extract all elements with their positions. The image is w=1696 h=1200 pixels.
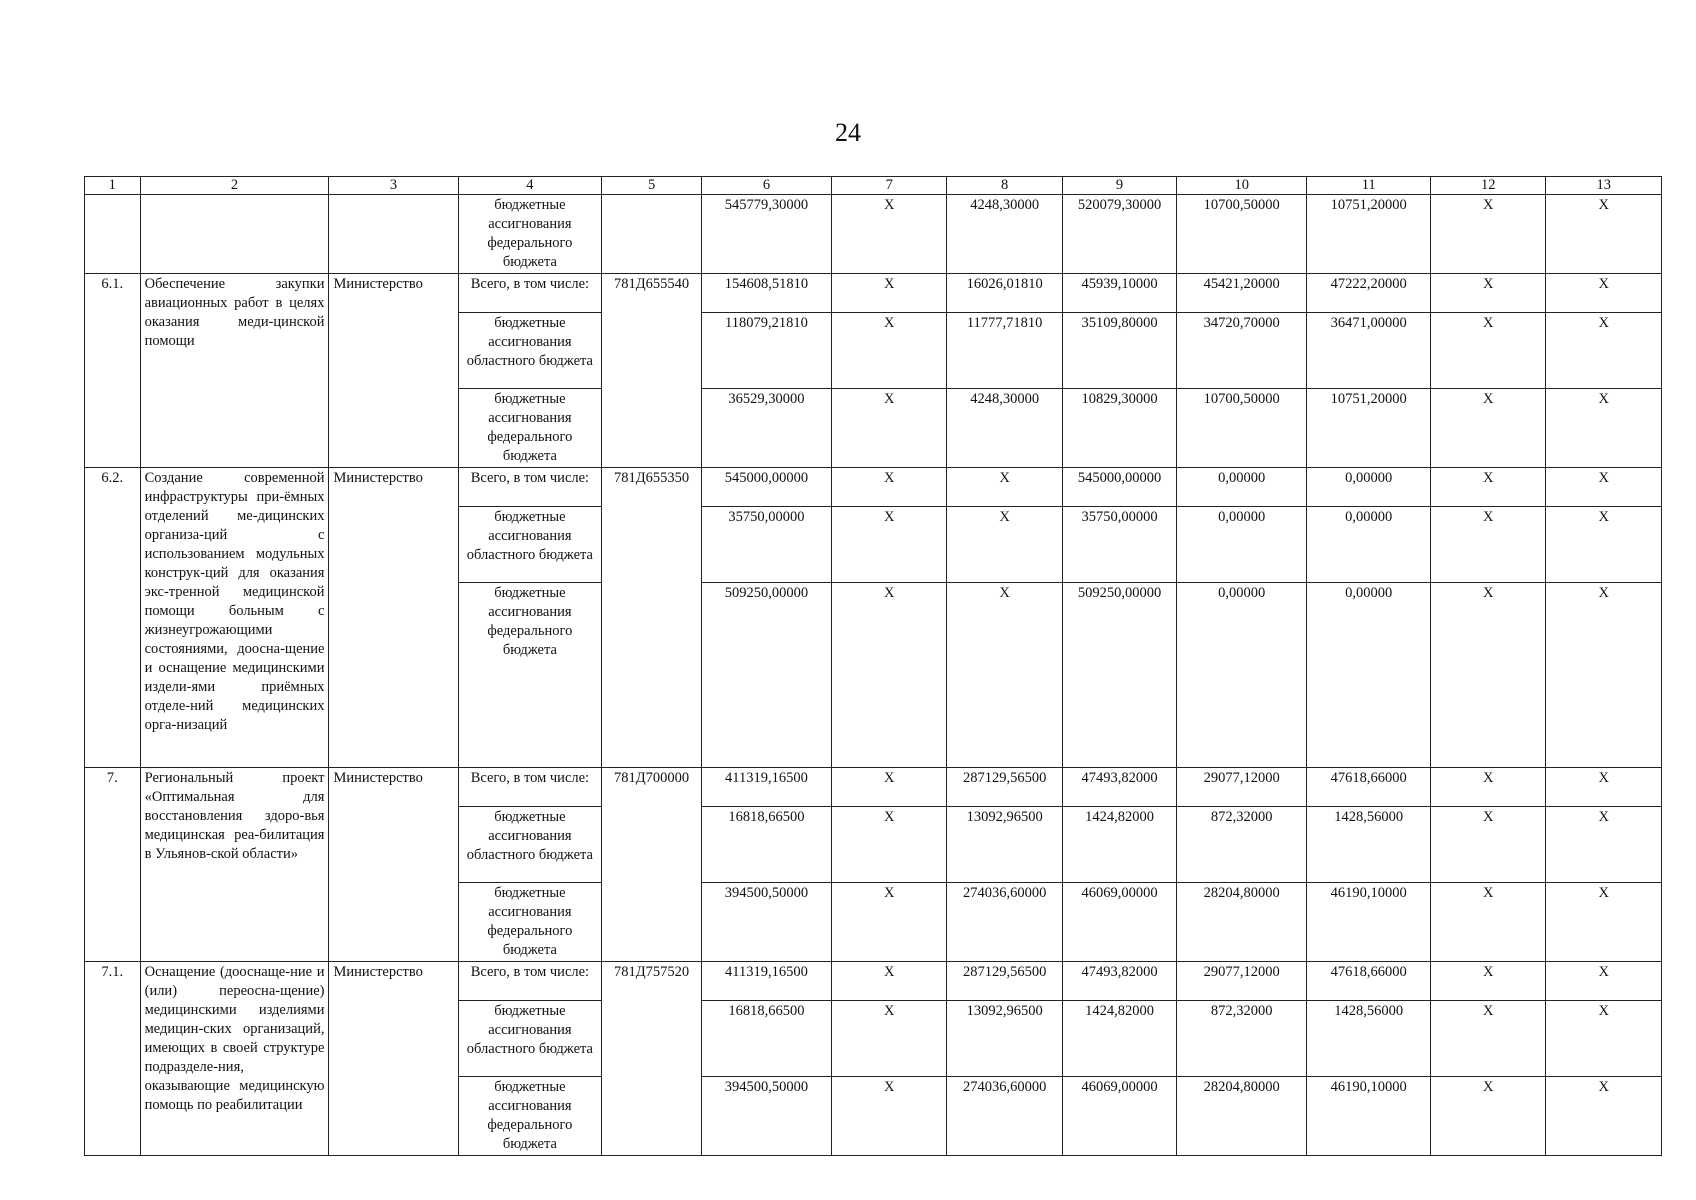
value-cell: Х [832,807,947,883]
value-cell: 520079,30000 [1062,195,1176,274]
value-cell: 1424,82000 [1062,807,1176,883]
value-cell: Х [1546,468,1662,507]
value-cell: Х [832,195,947,274]
table-row [85,768,1662,807]
value-cell: Х [1546,389,1662,468]
row-number: 6.2. [85,468,141,768]
column-number: 7 [832,177,947,195]
value-cell: 47618,66000 [1307,768,1431,807]
value-cell: 1428,56000 [1307,807,1431,883]
row-name: Обеспечение закупки авиационных работ в целях оказания меди-цинской помощи [140,274,329,468]
row-number: 7. [85,768,141,962]
value-cell: 872,32000 [1177,807,1307,883]
value-cell: Х [832,274,947,313]
funding-source: Всего, в том числе: [458,768,602,807]
value-cell: 46190,10000 [1307,883,1431,962]
column-number: 13 [1546,177,1662,195]
funding-source: бюджетные ассигнования областного бюджета [458,1001,602,1077]
funding-source: бюджетные ассигнования областного бюджета [458,313,602,389]
row-name: Создание современной инфраструктуры при-ёмных отделений ме-дицинских организа-ций с использованием модульных конструк-ций для оказания экс-тренной медицинской помощи больным с жизнеугрожающими состояниями, доосна-щение и оснащение медицинскими издели-ями приёмных отделе-ний медицинских орга-низаций [140,468,329,768]
budget-code: 781Д757520 [602,962,702,1156]
value-cell: Х [832,583,947,768]
table-row [85,274,1662,313]
value-cell: 0,00000 [1307,507,1431,583]
value-cell: Х [832,507,947,583]
value-cell: Х [1431,313,1546,389]
value-cell: 0,00000 [1307,583,1431,768]
value-cell: 872,32000 [1177,1001,1307,1077]
value-cell: 29077,12000 [1177,768,1307,807]
value-cell: 36529,30000 [701,389,831,468]
value-cell: 10829,30000 [1062,389,1176,468]
value-cell: Х [1546,1001,1662,1077]
value-cell: 10751,20000 [1307,195,1431,274]
value-cell: Х [1546,507,1662,583]
value-cell: Х [832,962,947,1001]
row-executor: Министерство [329,468,458,768]
column-number: 12 [1431,177,1546,195]
value-cell: Х [832,389,947,468]
row-name: Региональный проект «Оптимальная для восстановления здоро-вья медицинская реа-билитация в Ульянов-ской области» [140,768,329,962]
funding-source: бюджетные ассигнования федерального бюджета [458,389,602,468]
value-cell: 545000,00000 [701,468,831,507]
page-number: 24 [835,118,861,147]
value-cell: Х [1546,583,1662,768]
value-cell: Х [832,883,947,962]
value-cell: 16026,01810 [947,274,1062,313]
value-cell: Х [1546,274,1662,313]
value-cell: 28204,80000 [1177,1077,1307,1156]
value-cell: 16818,66500 [701,807,831,883]
column-number: 2 [140,177,329,195]
value-cell: 509250,00000 [1062,583,1176,768]
row-number: 7.1. [85,962,141,1156]
value-cell: 545779,30000 [701,195,831,274]
value-cell: Х [832,768,947,807]
value-cell: 13092,96500 [947,807,1062,883]
funding-source: бюджетные ассигнования областного бюджета [458,507,602,583]
row-name: Оснащение (дооснаще-ние и (или) переосна-щение) медицинскими изделиями медицин-ских организаций, имеющих в своей структуре подразделе-ния, оказывающие медицинскую помощь по реабилитации [140,962,329,1156]
value-cell: Х [1431,807,1546,883]
budget-code: 781Д655540 [602,274,702,468]
value-cell: Х [1546,195,1662,274]
value-cell: 45939,10000 [1062,274,1176,313]
row-number: 6.1. [85,274,141,468]
value-cell: 0,00000 [1177,507,1307,583]
value-cell: 154608,51810 [701,274,831,313]
value-cell: 274036,60000 [947,1077,1062,1156]
funding-source: бюджетные ассигнования федерального бюджета [458,583,602,768]
value-cell: 287129,56500 [947,768,1062,807]
value-cell: Х [1546,1077,1662,1156]
value-cell: Х [947,468,1062,507]
value-cell: 1424,82000 [1062,1001,1176,1077]
value-cell: Х [1546,807,1662,883]
value-cell: 47618,66000 [1307,962,1431,1001]
value-cell: 46190,10000 [1307,1077,1431,1156]
row-executor [329,195,458,274]
value-cell: 10700,50000 [1177,389,1307,468]
column-number: 3 [329,177,458,195]
value-cell: Х [832,1001,947,1077]
value-cell: Х [1431,768,1546,807]
value-cell: Х [947,583,1062,768]
value-cell: 11777,71810 [947,313,1062,389]
value-cell: 47493,82000 [1062,768,1176,807]
value-cell: Х [832,1077,947,1156]
value-cell: 10700,50000 [1177,195,1307,274]
value-cell: 35750,00000 [701,507,831,583]
value-cell: Х [1431,274,1546,313]
value-cell: Х [1431,389,1546,468]
value-cell: 10751,20000 [1307,389,1431,468]
value-cell: 4248,30000 [947,389,1062,468]
value-cell: 13092,96500 [947,1001,1062,1077]
table-row [85,962,1662,1001]
value-cell: Х [947,507,1062,583]
row-number [85,195,141,274]
funding-source: Всего, в том числе: [458,468,602,507]
value-cell: 29077,12000 [1177,962,1307,1001]
value-cell: 47493,82000 [1062,962,1176,1001]
value-cell: Х [1431,1001,1546,1077]
value-cell: Х [1431,883,1546,962]
value-cell: Х [832,313,947,389]
value-cell: Х [1431,468,1546,507]
column-number: 5 [602,177,702,195]
value-cell: 0,00000 [1177,468,1307,507]
value-cell: 0,00000 [1307,468,1431,507]
value-cell: Х [832,468,947,507]
budget-code: 781Д700000 [602,768,702,962]
column-number: 1 [85,177,141,195]
value-cell: 45421,20000 [1177,274,1307,313]
column-number: 6 [701,177,831,195]
value-cell: 0,00000 [1177,583,1307,768]
value-cell: Х [1546,883,1662,962]
row-executor: Министерство [329,962,458,1156]
value-cell: 411319,16500 [701,768,831,807]
value-cell: Х [1546,768,1662,807]
value-cell: 16818,66500 [701,1001,831,1077]
value-cell: Х [1431,195,1546,274]
column-number: 10 [1177,177,1307,195]
value-cell: Х [1546,313,1662,389]
value-cell: 46069,00000 [1062,1077,1176,1156]
budget-code [602,195,702,274]
value-cell: 35750,00000 [1062,507,1176,583]
value-cell: 118079,21810 [701,313,831,389]
value-cell: 545000,00000 [1062,468,1176,507]
funding-source: бюджетные ассигнования федерального бюджета [458,883,602,962]
funding-source: бюджетные ассигнования федерального бюджета [458,195,602,274]
column-number: 9 [1062,177,1176,195]
value-cell: 394500,50000 [701,883,831,962]
row-executor: Министерство [329,768,458,962]
row-executor: Министерство [329,274,458,468]
table-row [85,468,1662,507]
value-cell: 509250,00000 [701,583,831,768]
value-cell: 35109,80000 [1062,313,1176,389]
table-row [85,195,1662,274]
column-number-row [85,177,1662,195]
funding-source: Всего, в том числе: [458,274,602,313]
value-cell: 274036,60000 [947,883,1062,962]
value-cell: Х [1431,507,1546,583]
row-name [140,195,329,274]
value-cell: 34720,70000 [1177,313,1307,389]
budget-code: 781Д655350 [602,468,702,768]
column-number: 4 [458,177,602,195]
value-cell: 411319,16500 [701,962,831,1001]
value-cell: Х [1431,583,1546,768]
column-number: 8 [947,177,1062,195]
value-cell: Х [1431,1077,1546,1156]
value-cell: 28204,80000 [1177,883,1307,962]
funding-source: бюджетные ассигнования областного бюджета [458,807,602,883]
budget-table [84,176,1662,1156]
value-cell: 4248,30000 [947,195,1062,274]
funding-source: бюджетные ассигнования федерального бюджета [458,1077,602,1156]
value-cell: 36471,00000 [1307,313,1431,389]
value-cell: 47222,20000 [1307,274,1431,313]
value-cell: 287129,56500 [947,962,1062,1001]
value-cell: 394500,50000 [701,1077,831,1156]
funding-source: Всего, в том числе: [458,962,602,1001]
value-cell: Х [1431,962,1546,1001]
value-cell: Х [1546,962,1662,1001]
column-number: 11 [1307,177,1431,195]
value-cell: 1428,56000 [1307,1001,1431,1077]
value-cell: 46069,00000 [1062,883,1176,962]
